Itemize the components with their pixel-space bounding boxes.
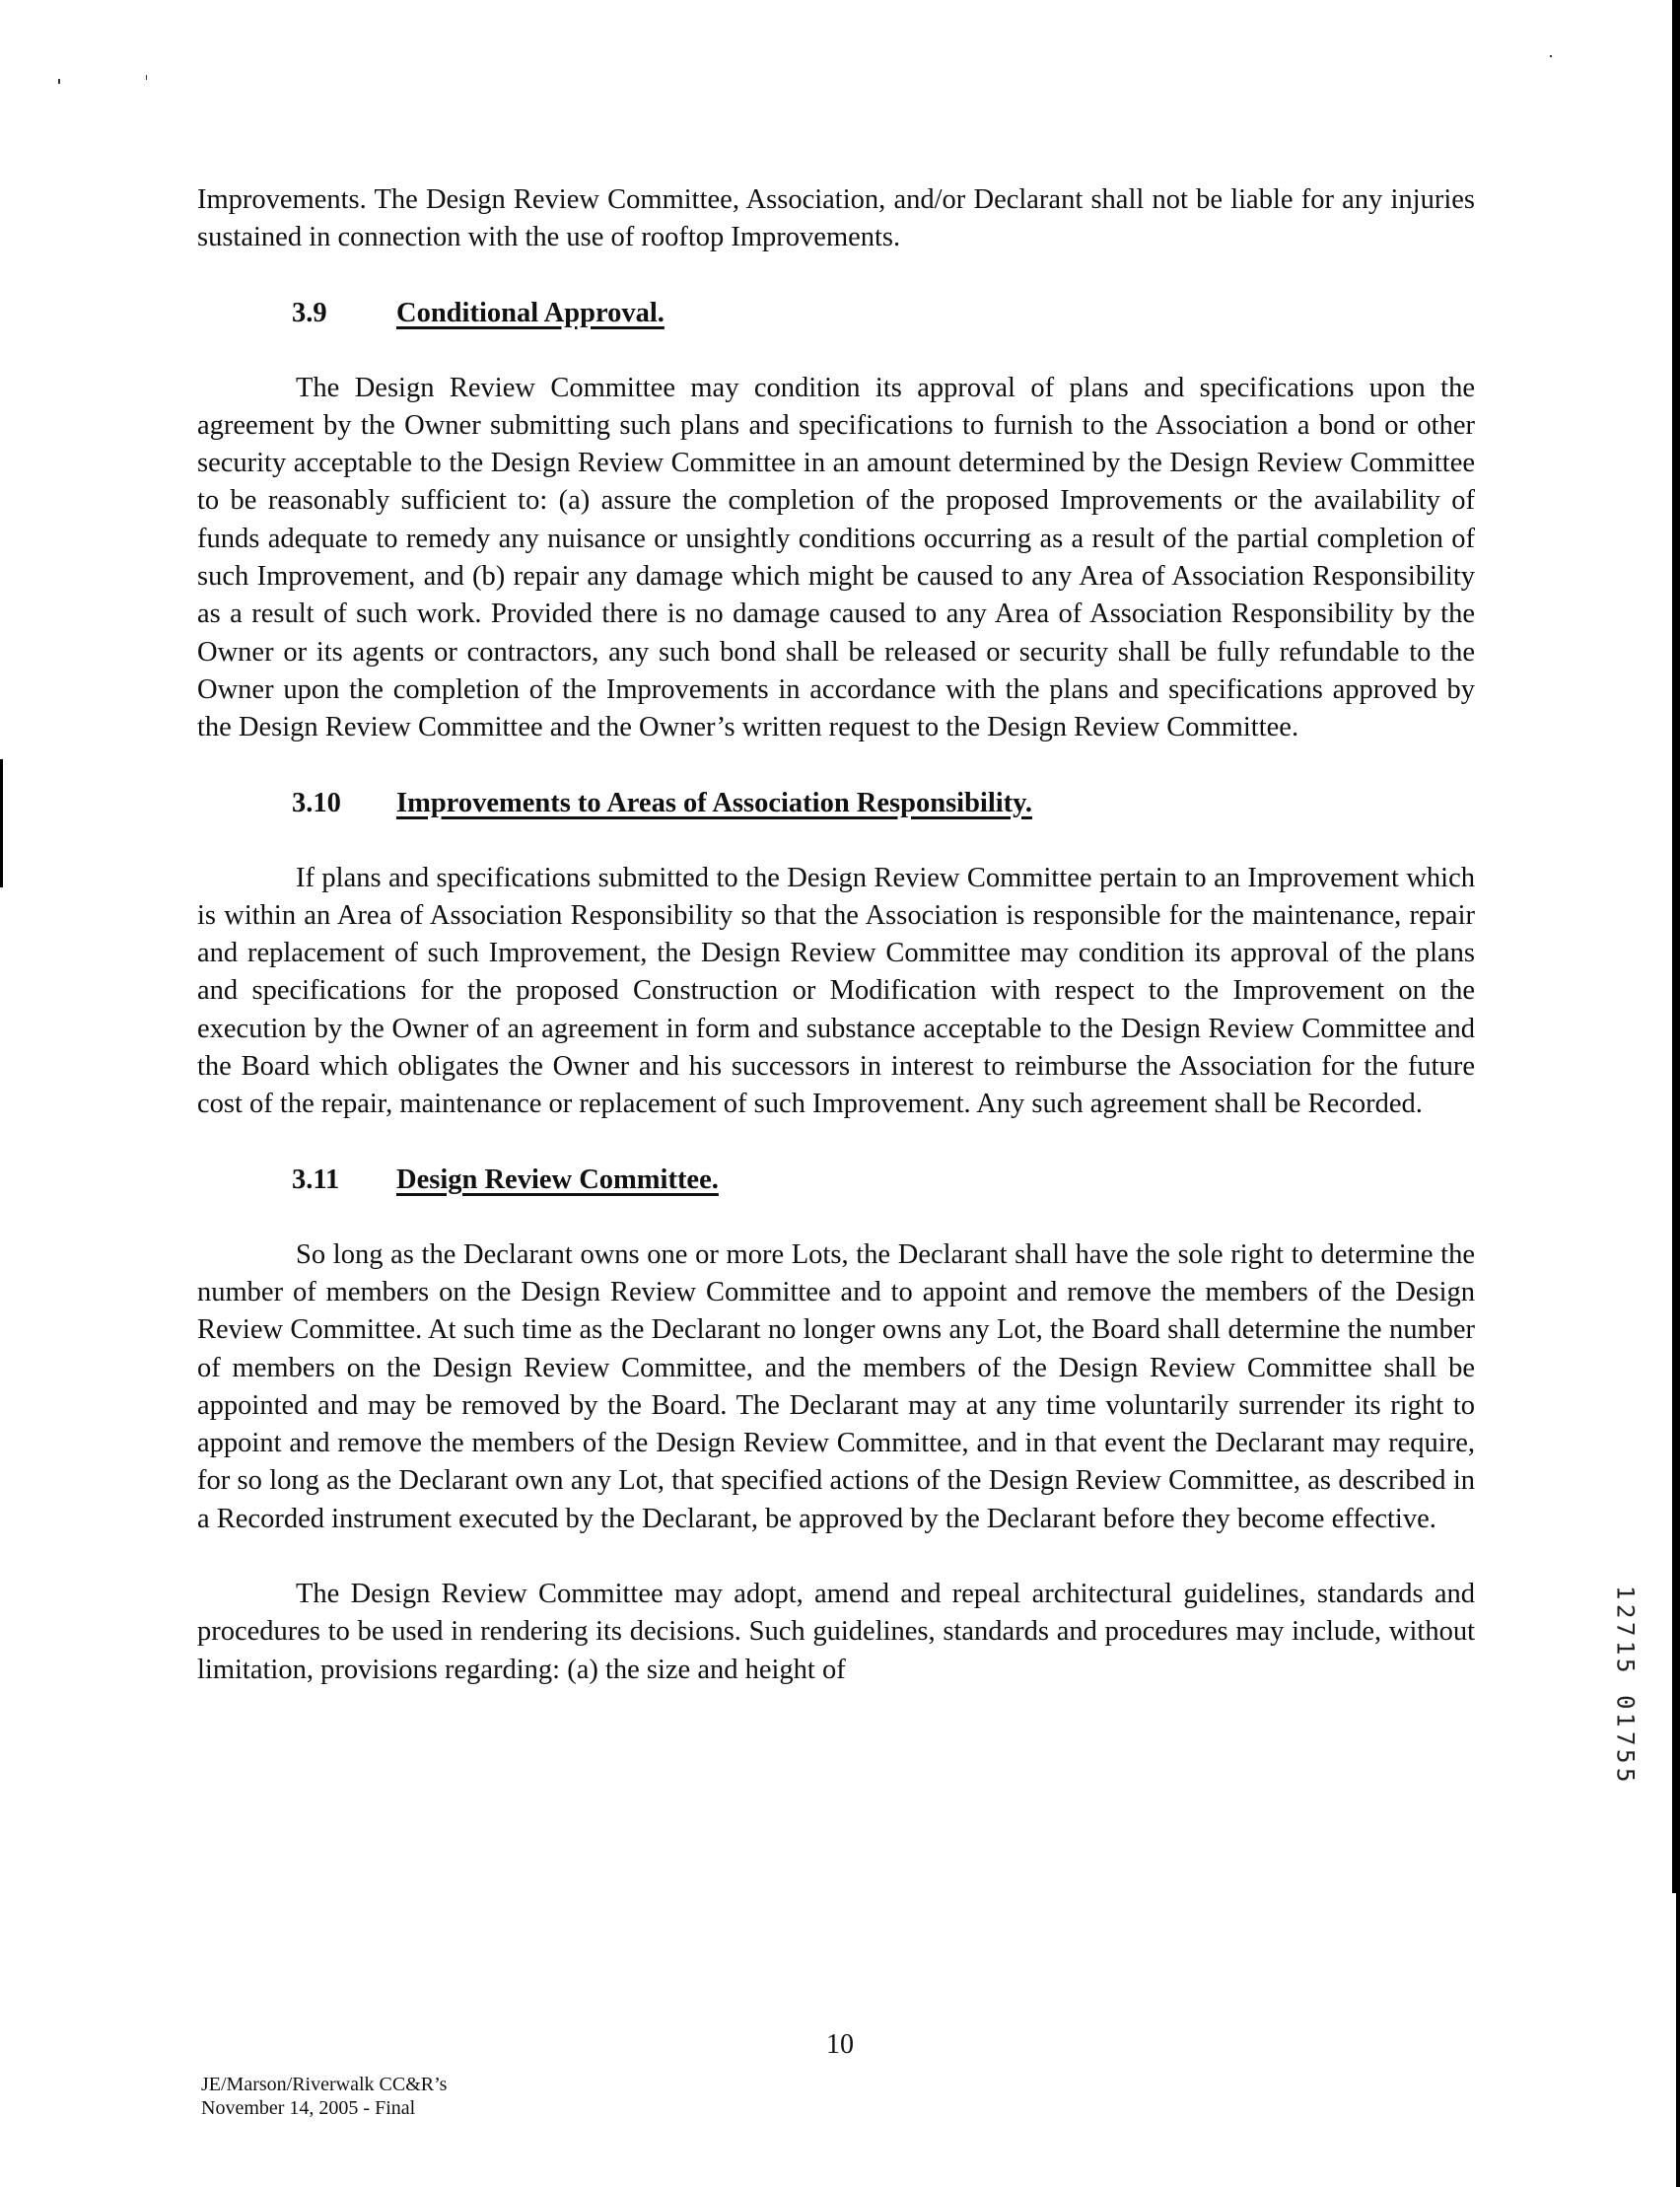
stamp-digit: 1 <box>1611 1640 1640 1655</box>
recording-stamp <box>1611 1584 1640 1784</box>
section-title: Improvements to Areas of Association Responsibility. <box>396 787 1032 818</box>
stamp-digit: 1 <box>1611 1713 1640 1728</box>
section-paragraph: The Design Review Committee may condition its approval of plans and specifications upon the agreement by the Owner submitting such plans and specifications to furnish to the Association a bond or other security acceptable to the Design Review Committee in an amount determined by the Design Review Committee to be reasonably sufficient to: (a) assure the completion of the proposed Improvements or the availability of funds adequate to remedy any nuisance or unsightly conditions occurring as a result of the partial completion of such Improvement, and (b) repair any damage which might be caused to any Area of Association Responsibility as a result of such work. Provided there is no damage caused to any Area of Association Responsibility by the Owner or its agents or contractors, any such bond shall be released or security shall be fully refundable to the Owner upon the completion of the Improvements in accordance with the plans and specifications approved by the Design Review Committee and the Owner’s written request to the Design Review Committee. <box>197 372 1475 743</box>
section-number: 3.10 <box>292 787 341 818</box>
section-heading-3-11 <box>197 1162 1475 1199</box>
section-title: Design Review Committee. <box>396 1164 719 1195</box>
stamp-digit: 5 <box>1611 1767 1640 1782</box>
document-page <box>197 181 1475 1689</box>
section-number: 3.11 <box>292 1164 340 1195</box>
footer-date: November 14, 2005 - Final <box>201 2097 416 2119</box>
scan-speck <box>58 79 60 84</box>
section-heading-3-10 <box>197 785 1475 822</box>
scan-speck <box>146 75 147 80</box>
stamp-digit: 5 <box>1611 1658 1640 1673</box>
section-title: Conditional Approval. <box>396 297 665 328</box>
section-paragraph: If plans and specifications submitted to the Design Review Committee pertain to an Improvement which is within an Area of Association Responsibility so that the Association is responsible for the maintenance, repair and replacement of such Improvement, the Design Review Committee may condition its approval of the plans and specifications for the proposed Construction or Modification with respect to the Improvement on the execution by the Owner of an agreement in form and substance acceptable to the Design Review Committee and the Board which obligates the Owner and his successors in interest to reimburse the Association for the future cost of the repair, maintenance or replacement of such Improvement. Any such agreement shall be Recorded. <box>197 862 1475 1120</box>
section-number: 3.9 <box>292 297 327 328</box>
section-paragraph: So long as the Declarant owns one or more Lots, the Declarant shall have the sole right to determine the number of members on the Design Review Committee and to appoint and remove the members of the Design Review Committee. At such time as the Declarant no longer owns any Lot, the Board shall determine the number of members on the Design Review Committee, and the members of the Design Review Committee shall be appointed and may be removed by the Board. The Declarant may at any time voluntarily surrender its right to appoint and remove the members of the Design Review Committee, and in that event the Declarant may require, for so long as the Declarant own any Lot, that specified actions of the Design Review Committee, as described in a Recorded instrument executed by the Declarant, be approved by the Declarant before they become effective. <box>197 1238 1475 1534</box>
page-number-text: 10 <box>826 2029 854 2060</box>
stamp-digit: 7 <box>1611 1622 1640 1637</box>
document-footer <box>201 2073 447 2120</box>
stamp-digit: 7 <box>1611 1730 1640 1745</box>
section-paragraph: The Design Review Committee may adopt, amend and repeal architectural guidelines, standards and procedures to be used in rendering its decisions. Such guidelines, standards and procedures may include, without limitation, provisions regarding: (a) the size and height of <box>197 1579 1475 1685</box>
scan-speck <box>1550 55 1552 57</box>
opening-paragraph: Improvements. The Design Review Committee, Association, and/or Declarant shall not be liable for any injuries sustained in connection with the use of rooftop Improvements. <box>197 184 1475 253</box>
stamp-digit: 1 <box>1611 1586 1640 1600</box>
section-heading-3-9 <box>197 295 1475 332</box>
scan-edge-left <box>0 759 3 887</box>
stamp-digit: 2 <box>1611 1603 1640 1618</box>
footer-file-reference: JE/Marson/Riverwalk CC&R’s <box>201 2074 448 2095</box>
stamp-digit: 5 <box>1611 1749 1640 1764</box>
scan-edge-right <box>1672 0 1680 1893</box>
scan-edge-right-lower <box>1676 1893 1680 2187</box>
stamp-digit: 0 <box>1611 1694 1640 1709</box>
